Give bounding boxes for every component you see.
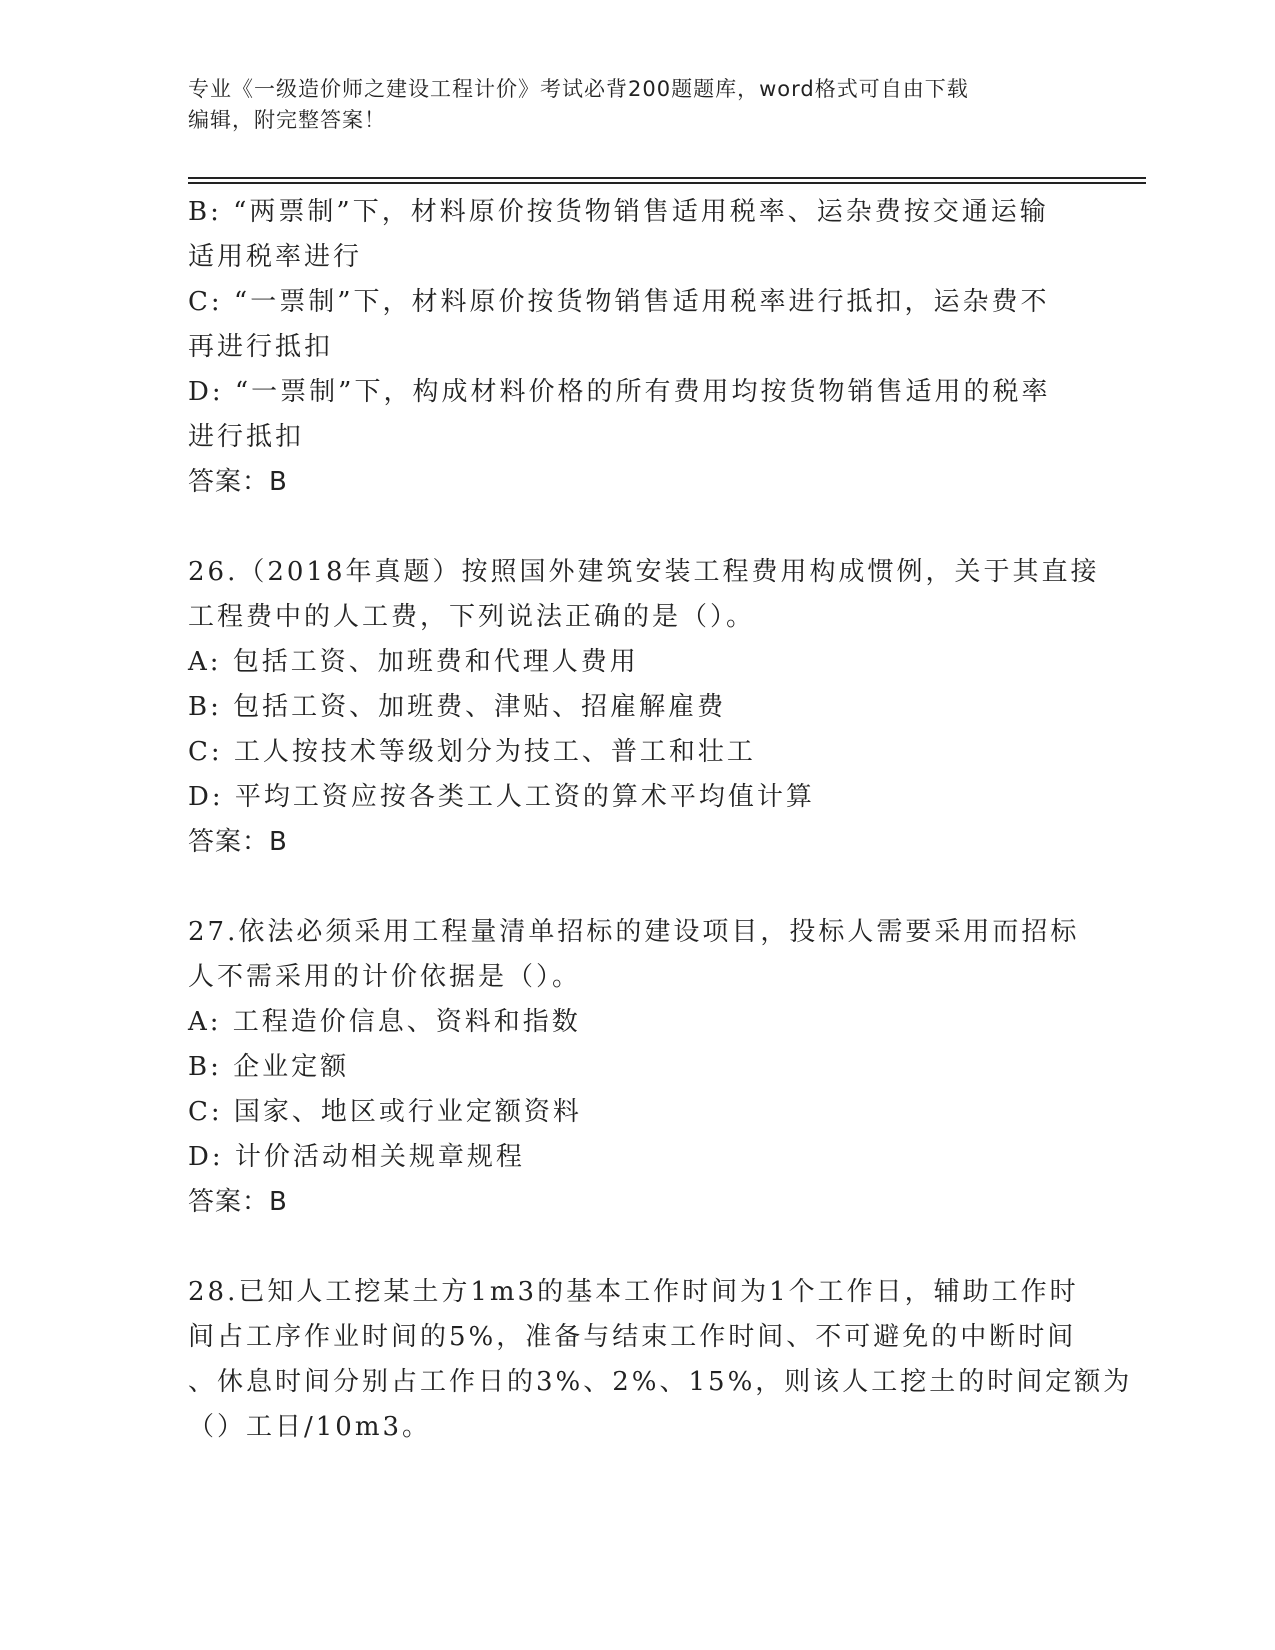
option-d-line-1: D: “一票制”下，构成材料价格的所有费用均按货物销售适用的税率 <box>188 377 1051 407</box>
question-25-options <box>188 190 1088 505</box>
option-d: D: 计价活动相关规章规程 <box>188 1142 525 1172</box>
header-divider-top <box>188 177 1146 179</box>
option-c-line-2: 再进行抵扣 <box>188 332 334 362</box>
document-header <box>188 74 1088 136</box>
header-line-1: 专业《一级造价师之建设工程计价》考试必背200题题库，word格式可自由下载 <box>188 77 969 101</box>
question-stem-line-4: （）工日/10m3。 <box>188 1412 432 1442</box>
question-stem-line-1: 28.已知人工挖某土方1m3的基本工作时间为1个工作日，辅助工作时 <box>188 1277 1079 1307</box>
spacer <box>188 505 1088 550</box>
question-28 <box>188 1270 1133 1450</box>
answer: 答案：B <box>188 827 288 857</box>
question-stem-line-1: 26.（2018年真题）按照国外建筑安装工程费用构成惯例，关于其直接 <box>188 557 1100 587</box>
question-stem-line-3: 、休息时间分别占工作日的3%、2%、15%，则该人工挖土的时间定额为 <box>188 1367 1133 1397</box>
spacer <box>188 865 1088 910</box>
option-b-line-2: 适用税率进行 <box>188 242 363 272</box>
option-c: C: 国家、地区或行业定额资料 <box>188 1097 582 1127</box>
option-a: A: 包括工资、加班费和代理人费用 <box>188 647 639 677</box>
question-26 <box>188 550 1100 865</box>
answer: 答案：B <box>188 1187 288 1217</box>
question-stem-line-1: 27.依法必须采用工程量清单招标的建设项目，投标人需要采用而招标 <box>188 917 1080 947</box>
option-c: C: 工人按技术等级划分为技工、普工和壮工 <box>188 737 756 767</box>
option-d-line-2: 进行抵扣 <box>188 422 305 452</box>
header-divider-bottom <box>188 182 1146 184</box>
question-stem-line-2: 间占工序作业时间的5%，准备与结束工作时间、不可避免的中断时间 <box>188 1322 1077 1352</box>
question-stem-line-2: 人不需采用的计价依据是（）。 <box>188 962 582 992</box>
header-line-2: 编辑，附完整答案！ <box>188 108 386 132</box>
question-stem-line-2: 工程费中的人工费，下列说法正确的是（）。 <box>188 602 756 632</box>
option-c-line-1: C: “一票制”下，材料原价按货物销售适用税率进行抵扣，运杂费不 <box>188 287 1050 317</box>
question-27 <box>188 910 1088 1225</box>
question-content <box>188 190 1133 1450</box>
spacer <box>188 1225 1088 1270</box>
option-a: A: 工程造价信息、资料和指数 <box>188 1007 581 1037</box>
option-b: B: 企业定额 <box>188 1052 350 1082</box>
option-b: B: 包括工资、加班费、津贴、招雇解雇费 <box>188 692 727 722</box>
option-d: D: 平均工资应按各类工人工资的算术平均值计算 <box>188 782 815 812</box>
option-b-line-1: B: “两票制”下，材料原价按货物销售适用税率、运杂费按交通运输 <box>188 197 1049 227</box>
answer: 答案：B <box>188 467 288 497</box>
